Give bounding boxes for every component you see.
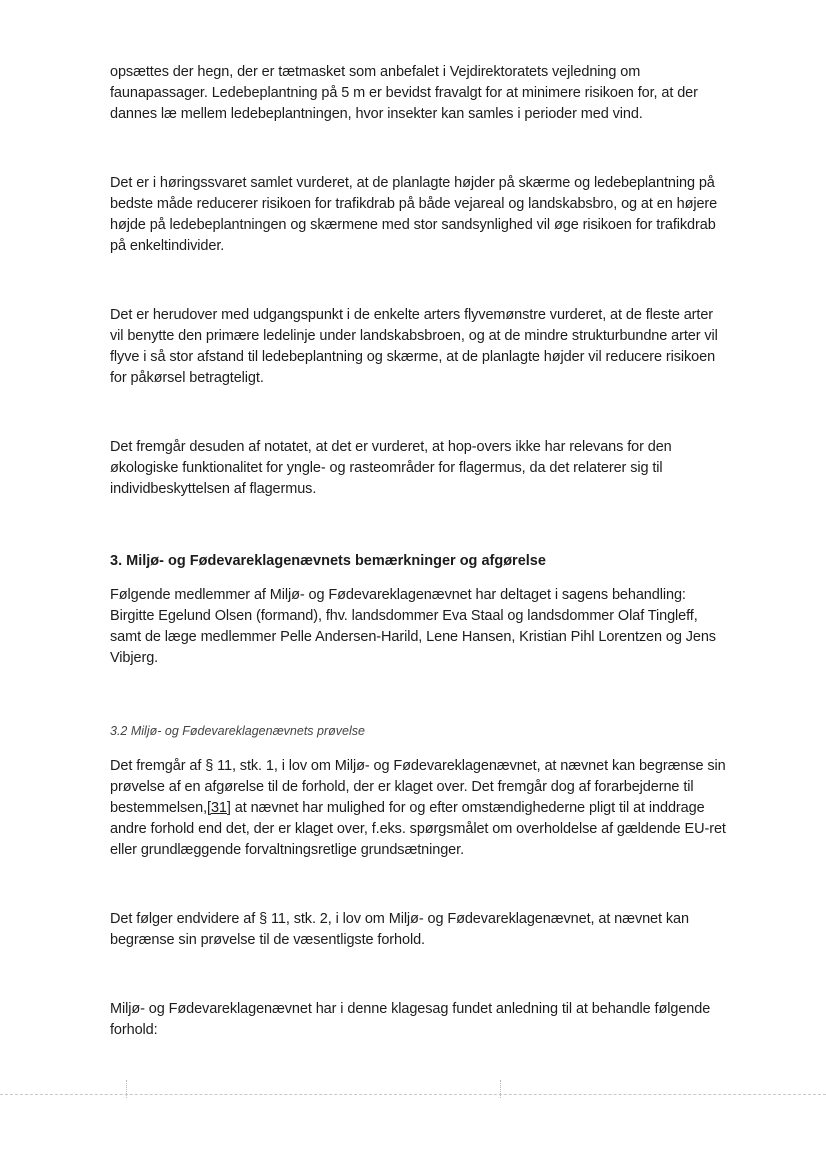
paragraph-paragraf-11-stk-1 (110, 756, 730, 861)
paragraph-flyvemoenstre: Det er herudover med udgangspunkt i de enkelte arters flyvemønstre vurderet, at de fleste arter vil benytte den primære ledelinje under landskabsbroen, og at de mindre strukturbundne arter vil flyve i så stor afstand til ledebeplantning og skærme, at de planlagte højder vil reducere risikoen for påkørsel betragteligt. (110, 307, 718, 386)
footnote-link[interactable]: [31] (207, 800, 231, 816)
subsection-heading: 3.2 Miljø- og Fødevareklagenævnets prøvelse (110, 724, 365, 738)
scan-tick-mark (126, 1080, 129, 1098)
scan-divider (0, 1094, 826, 1096)
paragraph-forhold: Miljø- og Fødevareklagenævnet har i denne klagesag fundet anledning til at behandle følgende forhold: (110, 1001, 711, 1038)
paragraph-hoeringssvar: Det er i høringssvaret samlet vurderet, at de planlagte højder på skærme og ledebeplantning på bedste måde reducerer risikoen for trafikdrab på både vejareal og landskabsbro, og at en højere højde på ledebeplantningen og skærmene med stor sandsynlighed vil øge risikoen for trafikdrab på enkeltindivider. (110, 175, 718, 254)
paragraph-medlemmer: Følgende medlemmer af Miljø- og Fødevareklagenævnet har deltaget i sagens behandling: Birgitte Egelund Olsen (formand), fhv. landsdommer Eva Staal og landsdommer Olaf Tingleff, samt de læge medlemmer Pelle Andersen-Harild, Lene Hansen, Kristian Pihl Lorentzen og Jens Vibjerg. (110, 587, 716, 666)
scan-tick-mark (500, 1080, 503, 1098)
paragraph-text-after: at nævnet har mulighed for og efter omstændighederne pligt til at inddrage andre forhold end det, der er klaget over, f.eks. spørgsmålet om overholdelse af gældende EU-ret eller grundlæggende forvaltningsretlige grundsætninger. (110, 800, 726, 858)
paragraph-hegn: opsættes der hegn, der er tætmasket som anbefalet i Vejdirektoratets vejledning om faunapassager. Ledebeplantning på 5 m er bevidst fravalgt for at minimere risikoen for, at der dannes læ mellem ledebeplantningen, hvor insekter kan samles i perioder med vind. (110, 64, 698, 122)
paragraph-hop-overs: Det fremgår desuden af notatet, at det er vurderet, at hop-overs ikke har relevans for den økologiske funktionalitet for yngle- og rasteområder for flagermus, da det relaterer sig til individbeskyttelsen af flagermus. (110, 439, 672, 497)
section-heading: 3. Miljø- og Fødevareklagenævnets bemærkninger og afgørelse (110, 553, 546, 569)
paragraph-text-before: Det fremgår af § 11, stk. 1, i lov om Miljø- og Fødevareklagenævnet, at nævnet kan begrænse sin prøvelse af en afgørelse til de forhold, der er klaget over. Det fremgår dog af forarbejderne til bestemmelsen, (110, 758, 726, 816)
paragraph-paragraf-11-stk-2: Det følger endvidere af § 11, stk. 2, i lov om Miljø- og Fødevareklagenævnet, at nævnet kan begrænse sin prøvelse til de væsentligste forhold. (110, 911, 689, 948)
